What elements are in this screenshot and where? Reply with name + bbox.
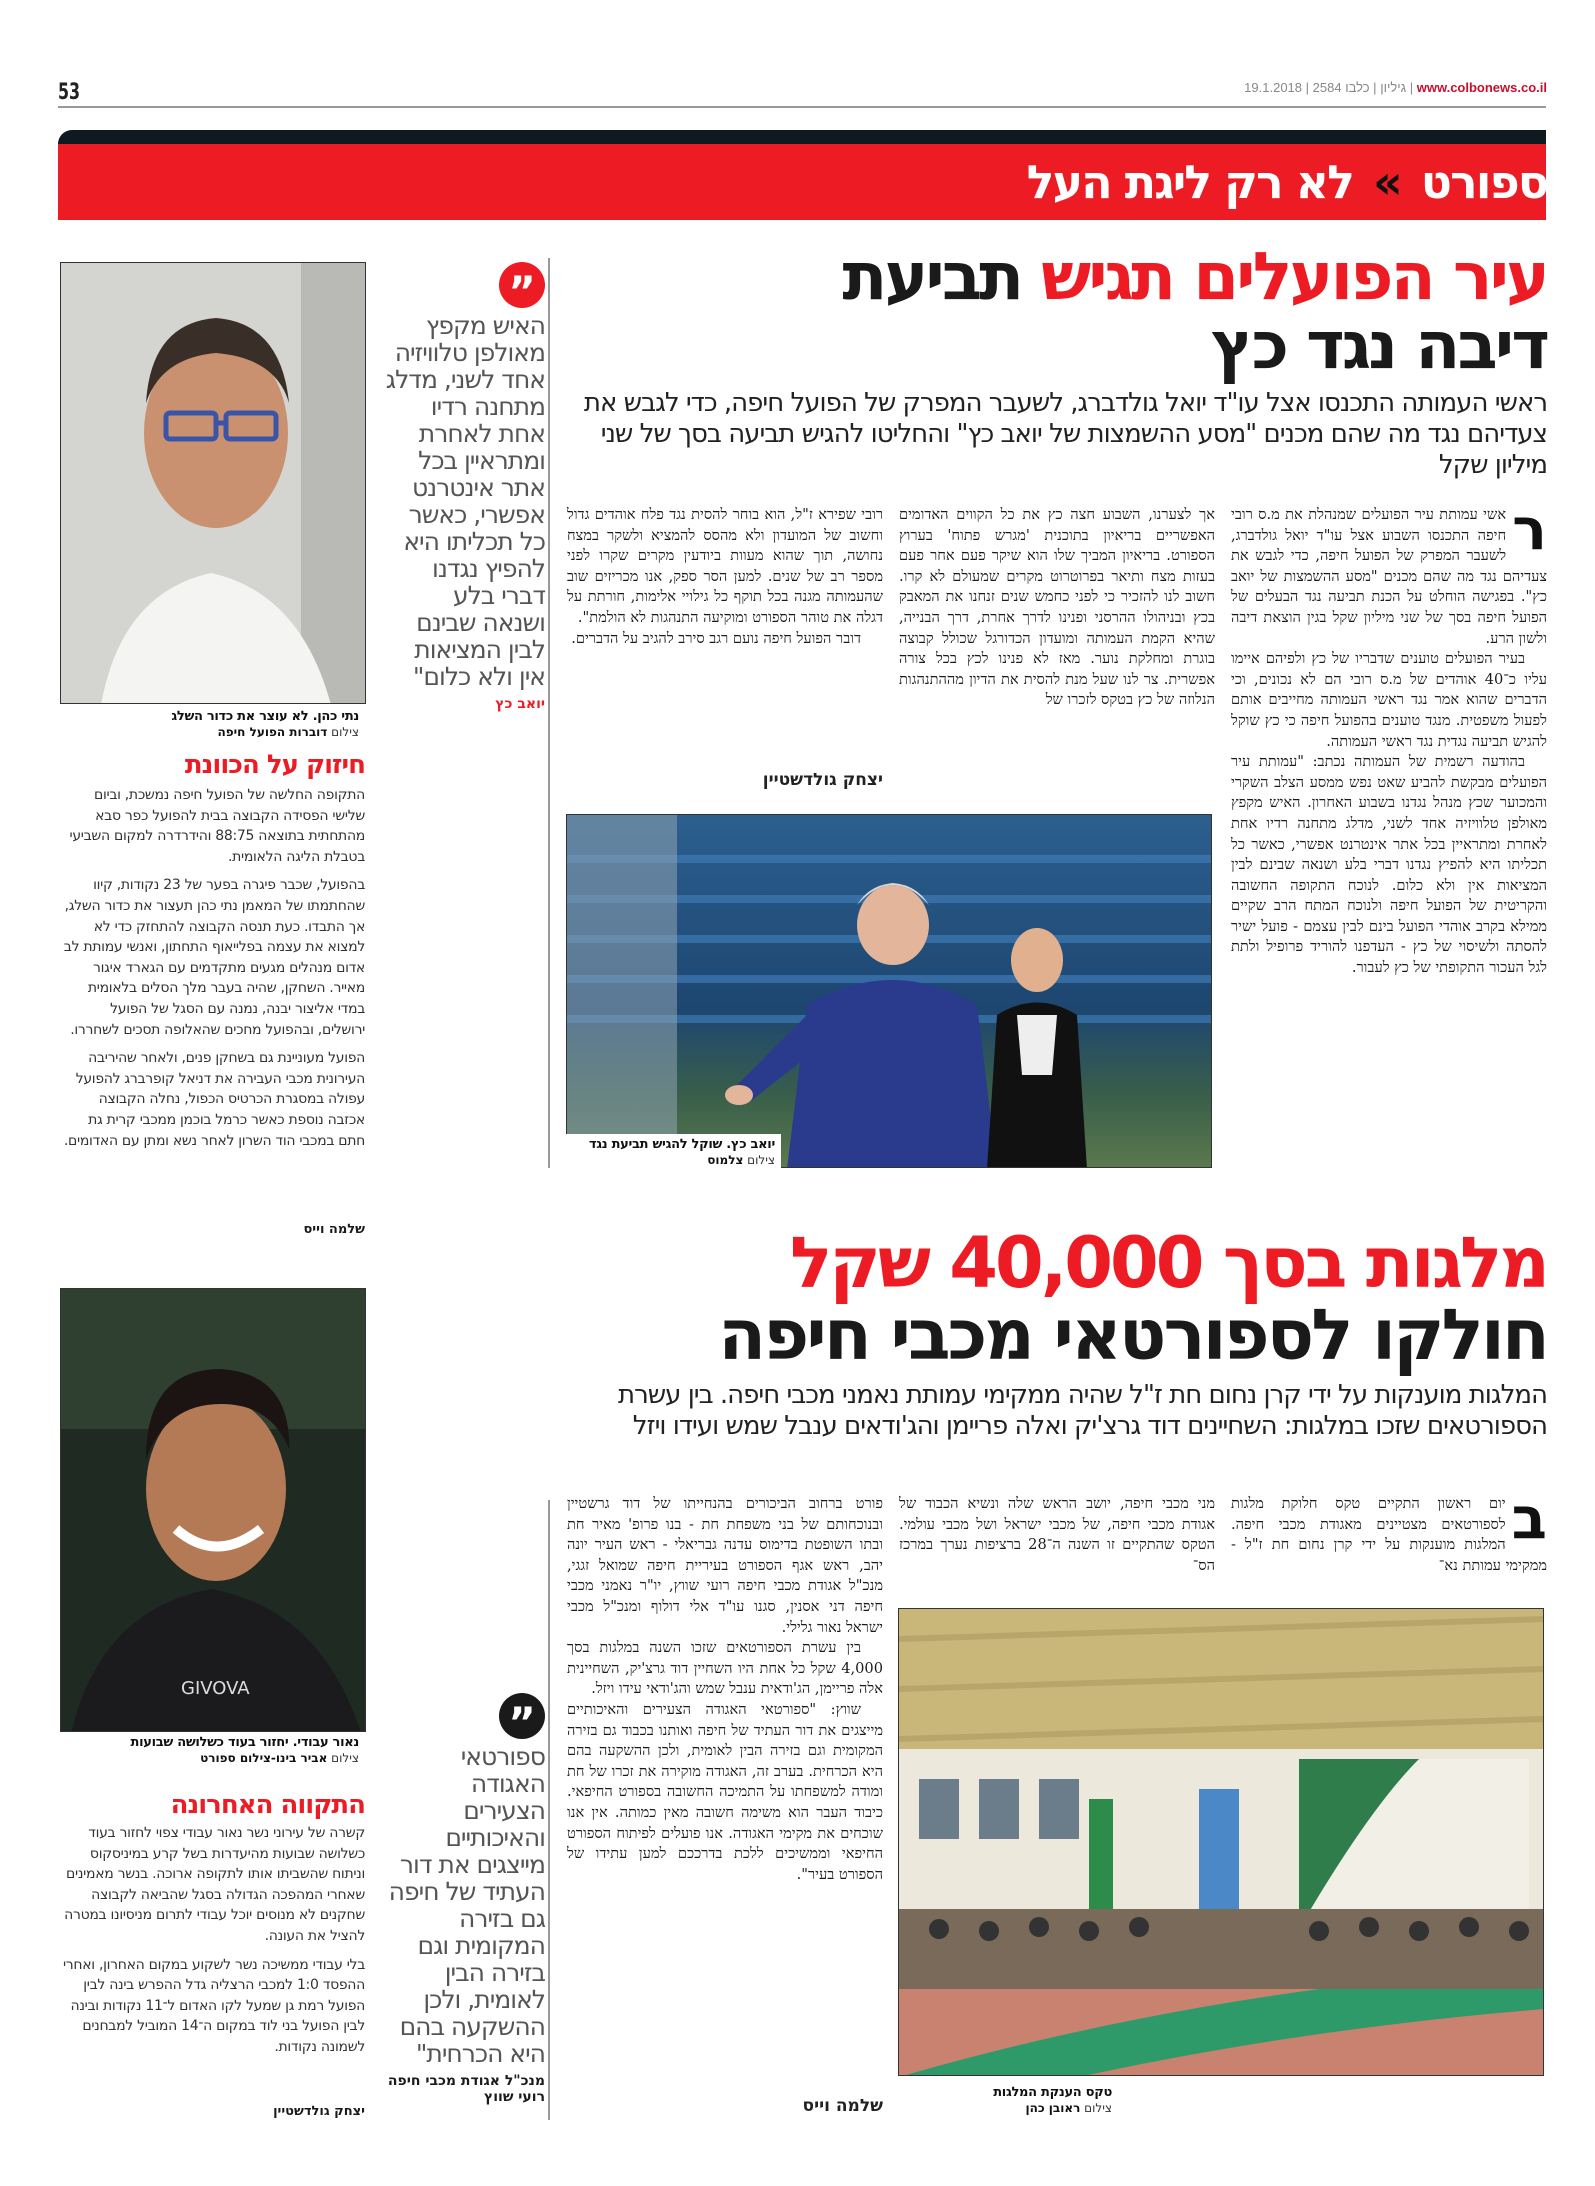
paragraph: בין עשרת הספורטאים שזכו השנה במלגות בסך 4,000 שקל כל אחת היו השחיין דוד גרצ'יק, השחיינית אלה פריימן, הג'ודאית ענבל שמש והג'ודאי עידו ויזל.	[567, 1639, 883, 1698]
article2-deck: המלגות מוענקות על ידי קרן נחום חת ז"ל שהיה ממקימי עמותת נאמני מכבי חיפה. בין עשרת הספורטאים שזכו במלגות: השחיינים דוד גרצ'יק ואלה פריימן והג'ודאים ענבל שמש ועידו ויזל	[617, 1380, 1547, 1441]
site-link[interactable]: www.colbonews.co.il	[1416, 80, 1547, 95]
headline-black-part: תביעת	[842, 238, 1022, 315]
paragraph: בעיר הפועלים טוענים שדבריו של כץ ולפיהם איימו עליו כ־40 אוהדים של מ.ס רובי הם לא נכונים, וכי הדברים שהוא אמר נגד ראשי העמותה מחייבים אותם לפעול משפטית. מנגד טוענים בהפועל חיפה כי כץ שוקל להגיש תביעה נגדית נגד ראשי העמותה.	[1231, 650, 1547, 750]
article2-photo-caption: טקס הענקת המלגות צילום ראובן כהן	[898, 2082, 1118, 2119]
sidebar2-body	[60, 1823, 365, 2066]
article2-headline-black: חולקו לספורטאי מכבי חיפה	[718, 1294, 1547, 1376]
paragraph: בהפועל, שכבר פיגרה בפער של 23 נקודות, קיוו שהחתמתו של המאמן נתי כהן תעצור את כדור השלג, אך התבדו. כעת תנסה הקבוצה להתחזק כדי לא למצוא את עצמה בפלייאוף התחתון, ואנשי עמותת לב אדום מנהלים מגעים מתקדמים עם הגארד איגור מאייר. השחקן, שהיה בעבר מלך הסלים בלאומית במדי אליצור יבנה, נמנה עם הסגל של הפועל ירושלים, ובהפועל מחכים שהאלופה תסכים לשחררו.	[63, 877, 365, 1038]
sidebar2-headline: התקווה האחרונה	[170, 1790, 365, 1820]
paragraph: פורט ברחוב הביכורים בהנחייתו של דוד גרשטיין ובנוכחותם של בני משפחת חת - בנו פרופ' מאיר חת ובתו השופטת בדימוס עדנה גבריאלי - ראש העיר יונה יהב, ראש אגף הספורט בעיריית חיפה שמואל זגגי, מנכ"ל אגודת מכבי חיפה רועי שווץ, יו"ר נאמני מכבי חיפה דני אסנין, סגנו עו"ד אלי דולוף ומנכ"ל מכבי ישראל נאור גלילי.	[567, 1495, 883, 1636]
article2-column-1	[1231, 1494, 1547, 1584]
article1-deck: ראשי העמותה התכנסו אצל עו"ד יואל גולדברג, לשעבר המפרק של הפועל חיפה, כדי לגבש את צעדיהם נגד מה שהם מכנים "מסע ההשמצות של יואב כץ" והחליטו להגיש תביעה בסך של שני מיליון שקל	[583, 388, 1547, 480]
article1-column-3	[567, 505, 883, 705]
issue-label: גיליון	[1380, 80, 1407, 95]
article1-headline-line2: דיבה נגד כץ	[1211, 307, 1547, 384]
pull-quote-author: מנכ"ל אגודת מכבי חיפה רועי שווץ	[387, 2073, 545, 2105]
article2-byline: שלמה וייס	[802, 2096, 883, 2116]
quote-mark-icon: ”	[499, 262, 545, 308]
article1-pull-quote	[385, 262, 545, 712]
article1-headline	[547, 238, 1547, 315]
issue-meta: 19.1.2018 | 2584 גיליון | כלבו | www.colbonews.co.il	[1244, 80, 1547, 95]
svg-text:GIVOVA: GIVOVA	[181, 1678, 250, 1699]
pull-quote-text: האיש מקפץ מאולפן טלוויזיה אחד לשני, מדלג מתחנה רדיו אחת לאחרת ומתראיין בכל אתר אינטרנט אפשרי, כאשר כל תכליתו היא להפיץ נגדנו דברי בלע ושנאה שבינם לבין המציאות אין ולא כלום"	[385, 311, 545, 691]
banner-top-strip	[58, 130, 1546, 144]
article2-headline-red: מלגות בסך 40,000 שקל	[789, 1222, 1547, 1304]
section-name: ספורט	[1420, 155, 1547, 209]
portrait-image	[61, 263, 366, 704]
paragraph: דובר הפועל חיפה נועם רגב סירב להגיב על הדברים.	[571, 629, 861, 647]
sidebar2-byline: יצחק גולדשטיין	[273, 2104, 365, 2119]
dropcap: ב	[1511, 1494, 1547, 1552]
article2-photo[interactable]	[898, 1608, 1544, 2076]
paragraph: קשרה של עירוני נשר נאור עבודי צפוי לחזור בעוד כשלושה שבועות מהיעדרות בשל קרע במיניסקוס וניתוח שהשביתו אותו לתקופה ארוכה. בנשר מאמינים שאחרי המהפכה הגדולה בסגל שהביאה לקבוצה שחקנים לא מנוסים יוכל עבודי לתרום מניסיונו במטרה להציל את העונה.	[64, 1825, 365, 1944]
article1-column-2	[899, 505, 1215, 805]
paragraph: אך לצערנו, השבוע חצה כץ את כל הקווים האדומים האפשריים בריאיון בתוכנית 'מגרש פתוח' בערוץ הספורט. בריאיון המביך שלו הוא שיקר פעם אחר פעם בעזות מצח ותיאר בפרוטרוט מקרים שמעולם לא קרו. חשוב לנו להזכיר כי לפני כחמש שנים זנחנו את המאבק בכץ ובניהולו ההרסני ופנינו לדרך אחרת, דרך הבנייה, שהיא הקמת העמותה ומועדון הכדורגל שכולל קבוצה בוגרת ומחלקת נוער. מאז לא פנינו לכץ בכל צורה אפשרית. צר לנו שעל מנת להסית את הדיון מההתנהגות הנלוזה של כץ בטקס לזכרו של	[899, 506, 1215, 709]
paragraph: מני מכבי חיפה, יושב הראש שלה ונשיא הכבוד של אגודת מכבי חיפה, של מכבי ישראל ושל מכבי עולמי. הטקס שהתקיים זו השנה ה־28 ברציפות נערך במרכז הס־	[899, 1495, 1215, 1574]
article1-photo[interactable]	[566, 814, 1212, 1168]
sidebar1-photo-caption: נתי כהן. לא עוצר את כדור השלג צילום דוברות הפועל חיפה	[60, 706, 365, 743]
sidebar2-photo-caption: נאור עבודי. יחזור בעוד כשלושה שבועות צילום אביר בינו-צילום ספורט	[60, 1732, 365, 1769]
paragraph: הפועל מעוניינת גם בשחקן פנים, ולאחר שהיריבה העירונית מכבי העבירה את דניאל קופרברג להפועל עפולה במסגרת הכרטיס הכפול, נחלה הקבוצה אכזבה נוספת כאשר כרמל בוכמן ממכבי קרית גת חתם במכבי הוד השרון לאחר נשא ומתן עם האדומים.	[63, 1050, 365, 1149]
headline-red-part: עיר הפועלים תגיש	[1041, 238, 1547, 315]
paragraph: בלי עבודי ממשיכה נשר לשקוע במקום האחרון, ואחרי ההפסד 1:0 למכבי הרצליה גדל ההפרש בינה לבין הפועל רמת גן שמעל לקו האדום ל־11 נקודות ובינה לבין הפועל בני לוד במקום ה־14 המוביל למבחנים לשמונה נקודות.	[62, 1956, 365, 2055]
subsection-name: לא רק ליגת העל	[1026, 155, 1353, 209]
quote-mark-icon: ”	[499, 1693, 545, 1739]
dropcap: ר	[1512, 505, 1547, 563]
paragraph: בהודעה רשמית של העמותה נכתב: "עמותת עיר הפועלים מבקשת להביע שאט נפש ממסע הצלב השקרי והמכוער שכץ מנהל נגדנו בשבוע האחרון. האיש מקפץ מאולפן טלוויזיה אחד לשני, מדלג מתחנה רדיו אחת לאחרת ומתראיין בכל אתר אינטרנט אפשרי, כאשר כל תכליתו היא להפיץ נגדנו דברי בלע ושנאה שבינם לבין המציאות אין ולא כלום. לנוכח התקופה החשובה והקריטית של הפועל חיפה ולנוכח המתח הרב שקיים ממילא בקרב אוהדי הפועל בינם לבין עצמם - פועל ישיר להסתה ולשיסוי של כץ - העדפנו להוריד פרופיל ולתת לגל העכור התקופתי של כץ לעבור.	[1231, 753, 1547, 977]
sidebar1-headline: חיזוק על הכוונת	[184, 750, 365, 780]
article2-column-2	[899, 1494, 1215, 1584]
coach-on-field-image	[567, 815, 1212, 1168]
article1-byline: יצחק גולדשטיין	[762, 770, 883, 790]
pull-quote-author: יואב כץ	[495, 696, 545, 712]
issue-date: 19.1.2018	[1244, 80, 1303, 95]
sidebar2-photo[interactable]	[60, 1288, 366, 1732]
page-number: 53	[58, 80, 81, 105]
player-portrait-image	[61, 1289, 366, 1732]
column-divider	[548, 1500, 550, 2120]
article1-column-1	[1231, 505, 1547, 1175]
pull-quote-text: ספורטאי האגודה הצעירים והאיכותיים מייצגים את דור העתיד של חיפה גם בזירה המקומית וגם בזירה הבין לאומית, ולכן ההשקעה בהם היא הכרחית"	[388, 1742, 545, 2068]
brand-name: כלבו	[1345, 80, 1370, 95]
issue-number: 2584	[1312, 80, 1342, 95]
paragraph: רובי שפירא ז"ל, הוא בוחר להסית נגד פלח אוהדים גדול וחשוב של המועדון ולא מהסס להמציא ולשקר במצח נחושה, תוך שהוא מעוות ביודעין מקרים שקרו לפני מספר רב של שנים. למען הסר ספק, אנו מכריזים שוב שהעמותה מגנה בכל תוקף כל גילויי אלימות, חורתת על דגלה את טוהר הספורט ומוקיעה התנהגות לא הולמת".	[567, 506, 883, 626]
sidebar1-byline: שלמה וייס	[303, 1222, 365, 1237]
paragraph: התקופה החלשה של הפועל חיפה נמשכת, וביום שלישי הפסידה הקבוצה בבית להפועל כפר סבא מהתחתית בתוצאה 88:75 והידרדרה למקום השביעי בטבלת הליגה הלאומית.	[69, 787, 365, 865]
column-divider	[548, 258, 550, 1168]
sidebar1-photo[interactable]	[60, 262, 366, 704]
section-title	[1027, 150, 1547, 214]
header-divider	[58, 106, 1546, 108]
chevron-icon: »	[1373, 155, 1401, 209]
paragraph: שווץ: "ספורטאי האגודה הצעירים והאיכותיים מייצגים את דור העתיד של חיפה ואותנו בכבוד גם בזירה המקומית וגם בזירה הבין לאומית, ולכן ההשקעה בהם היא הכרחית. בערב זה, האגודה מוקירה את זכרו של חת ומודה למשפחתו על התמיכה החשובה בספורט החיפאי. כיבוד העבר הוא משימה חשובה מאין כמותה. אין אנו שוכחים את מקימי האגודה. אנו פועלים לפיתוח הספורט החיפאי וממשיכים ללכת בדרככם למען עתידו של הספורט בעיר".	[567, 1700, 883, 1883]
paragraph: אשי עמותת עיר הפועלים שמנהלת את מ.ס רובי חיפה התכנסו השבוע אצל עו"ד יואל גולדברג, לשעבר המפרק של הפועל חיפה, כדי לגבש את צעדיהם נגד מה שהם מכנים "מסע ההשמצות של יואב כץ". בפגישה הוחלט על הכנת תביעה נגד הבעלים של הפועל חיפה בסך של שני מיליון שקל בגין הוצאת דיבה ולשון הרע.	[1231, 506, 1547, 647]
article1-photo-caption: יואב כץ. שוקל להגיש תביעת נגד צילום צלמוס	[566, 1134, 781, 1171]
ceremony-hall-image	[899, 1609, 1544, 2076]
paragraph: יום ראשון התקיים טקס חלוקת מלגות לספורטאים מצטיינים מאגודת מכבי חיפה. המלגות מוענקות על ידי קרן נחום חת ז"ל - ממקימי עמותת נא־	[1231, 1495, 1547, 1574]
article2-pull-quote	[385, 1693, 545, 2105]
sidebar1-body	[60, 785, 365, 1159]
article2-column-3	[567, 1494, 883, 2054]
